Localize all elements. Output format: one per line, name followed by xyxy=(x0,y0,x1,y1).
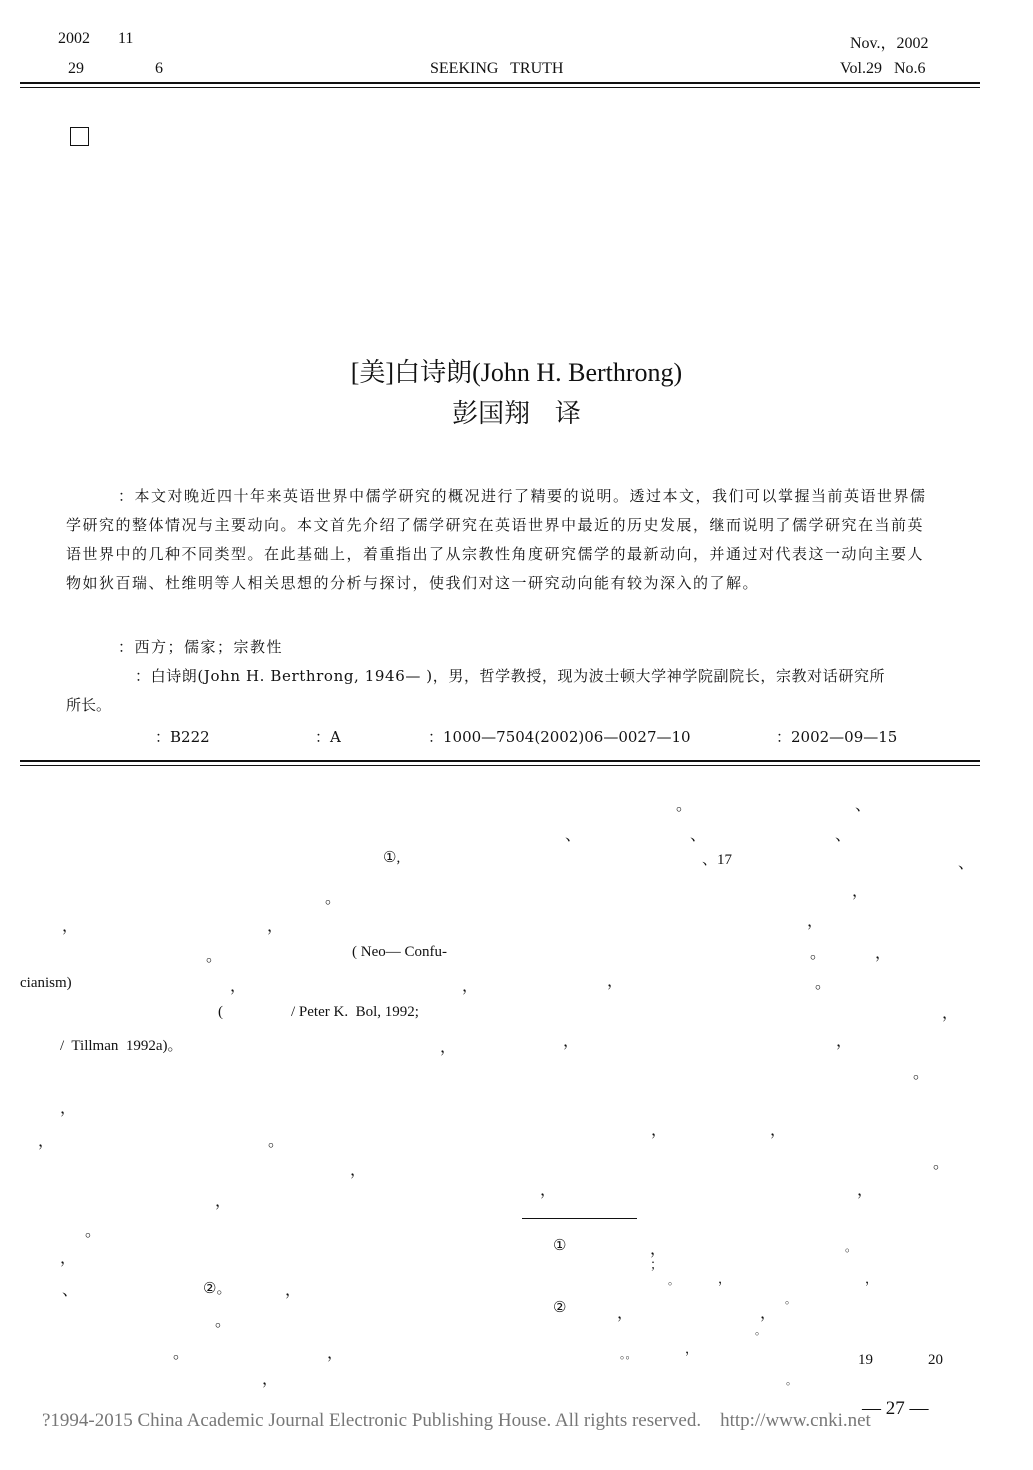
body-fragment: 、 xyxy=(855,795,872,814)
body-fragment: ， xyxy=(857,1180,874,1199)
body-fragment: 。 xyxy=(933,1153,950,1172)
author-line: [美]白诗朗(John H. Berthrong) xyxy=(350,358,683,387)
header-issue: 6 xyxy=(155,60,163,77)
body-fragment: ， xyxy=(875,943,892,962)
header-rule-thin xyxy=(20,87,980,88)
body-fragment: cianism) xyxy=(20,975,72,991)
body-fragment: ， xyxy=(651,1120,668,1139)
footnote-1-marker: ① xyxy=(553,1238,567,1254)
body-fragment: ， xyxy=(215,1191,232,1210)
footnote-fragment: ； xyxy=(650,1258,664,1273)
body-fragment: ， xyxy=(62,916,79,935)
abstract-text: 本文对晚近四十年来英语世界中儒学研究的概况进行了精要的说明。透过本文，我们可以掌握当前英语世界儒学研究的整体情况与主要动向。本文首先介绍了儒学研究在英语世界中最近的历史发展，继而说明了儒学研究在当前英语世界中的几种不同类型。在此基础上，着重指出了从宗教性角度研究儒学的最新动向，并通过对代表这一动向主要人物如狄百瑞、杜维明等人相关思想的分析与探讨，使我们对这一研究动向能有较为深入的了解。 xyxy=(66,487,927,592)
footnote-fragment: ， xyxy=(617,1303,634,1322)
footnote-fragment: 20 xyxy=(928,1352,943,1368)
header-volume: 29 xyxy=(68,60,84,77)
header-vol-issue: Vol.29 No.6 xyxy=(840,60,926,77)
body-fragment: 。 xyxy=(325,888,342,907)
body-fragment: 。 xyxy=(676,795,693,814)
body-fragment: 、 xyxy=(690,825,707,844)
body-fragment: ①, xyxy=(383,850,401,866)
author-info-line2: 所长。 xyxy=(66,696,112,714)
body-fragment: 。 xyxy=(206,946,223,965)
header-date: Nov.，2002 xyxy=(850,35,929,52)
body-fragment: ， xyxy=(262,1369,279,1388)
body-fragment: ②。 xyxy=(203,1281,232,1297)
body-fragment: ， xyxy=(350,1160,367,1179)
footnote-fragment: ， xyxy=(650,1239,667,1258)
footnote-fragment: ， xyxy=(685,1342,699,1357)
body-fragment: ， xyxy=(807,911,824,930)
body-fragment: ， xyxy=(540,1180,557,1199)
body-fragment: ， xyxy=(836,1031,853,1050)
body-fragment: ， xyxy=(607,971,624,990)
footnote-fragment: ， xyxy=(865,1272,879,1287)
body-fragment: 。 xyxy=(85,1221,102,1240)
body-fragment: 。 xyxy=(173,1343,190,1362)
body-fragment: 、17 xyxy=(702,852,733,868)
body-fragment: ， xyxy=(285,1280,302,1299)
footnote-rule xyxy=(522,1218,637,1219)
body-fragment: 、 xyxy=(62,1280,79,1299)
body-fragment: ， xyxy=(38,1131,55,1150)
translator-line: 彭国翔 译 xyxy=(452,399,581,429)
body-fragment: ， xyxy=(327,1343,344,1362)
body-fragment: ， xyxy=(563,1031,580,1050)
footnote-fragment: ， xyxy=(718,1272,732,1287)
header-rule-thick xyxy=(20,82,980,84)
body-fragment: 。 xyxy=(815,973,832,992)
header-month: 11 xyxy=(118,30,134,47)
footnote-fragment: 19 xyxy=(858,1352,873,1368)
footnote-2-marker: ② xyxy=(553,1300,567,1316)
body-fragment: 、 xyxy=(835,825,852,844)
body-fragment: 、 xyxy=(958,853,975,872)
received-date: ：2002—09—15 xyxy=(776,728,898,746)
body-fragment: ， xyxy=(942,1003,959,1022)
article-id: ：1000—7504(2002)06—0027—10 xyxy=(428,728,691,746)
body-fragment: ， xyxy=(462,976,479,995)
journal-name: SEEKING TRUTH xyxy=(430,60,564,77)
body-rule-thin xyxy=(20,765,980,766)
footnote-fragment: 。 xyxy=(668,1274,679,1287)
footnote-fragment: 。 xyxy=(786,1374,797,1387)
body-fragment: 、 xyxy=(565,825,582,844)
body-fragment: ， xyxy=(60,1248,77,1267)
footnote-fragment: 。 xyxy=(785,1293,796,1306)
body-fragment: 。 xyxy=(268,1131,285,1150)
keywords: ：西方；儒家；宗教性 xyxy=(118,638,284,656)
footnote-fragment: 。。 xyxy=(620,1348,637,1361)
body-fragment: ， xyxy=(267,916,284,935)
footnote-fragment: ， xyxy=(760,1303,777,1322)
footnote-fragment: 。 xyxy=(845,1240,858,1254)
body-fragment: 。 xyxy=(913,1063,930,1082)
author-info-line1: ：白诗朗(John H. Berthrong, 1946— )，男，哲学教授，现为波士顿大学神学院副院长，宗教对话研究所 xyxy=(135,667,886,685)
body-fragment: 。 xyxy=(810,943,827,962)
body-fragment: ， xyxy=(60,1098,77,1117)
body-rule-thick xyxy=(20,760,980,762)
body-fragment: ， xyxy=(230,976,247,995)
body-fragment: ， xyxy=(440,1037,457,1056)
footnote-fragment: 。 xyxy=(755,1324,766,1337)
body-fragment: ， xyxy=(770,1120,787,1139)
body-fragment: / Peter K. Bol, 1992; xyxy=(291,1004,419,1020)
page-number: — 27 — xyxy=(862,1398,929,1419)
copyright-footer: ?1994-2015 China Academic Journal Electronic Publishing House. All rights reserved. http://www.cnki.net xyxy=(42,1410,871,1431)
body-fragment: / Tillman 1992a)。 xyxy=(60,1038,183,1054)
clc-number: ：B222 xyxy=(155,728,210,746)
abstract-lead: ： xyxy=(118,487,135,505)
document-code: ：A xyxy=(315,728,341,746)
body-fragment: ( xyxy=(218,1004,223,1020)
body-fragment: ( Neo— Confu- xyxy=(352,944,447,960)
header-year: 2002 xyxy=(58,30,90,47)
body-fragment: ， xyxy=(852,881,869,900)
abstract xyxy=(66,482,938,598)
body-fragment: 。 xyxy=(215,1311,232,1330)
placeholder-box xyxy=(70,127,89,146)
